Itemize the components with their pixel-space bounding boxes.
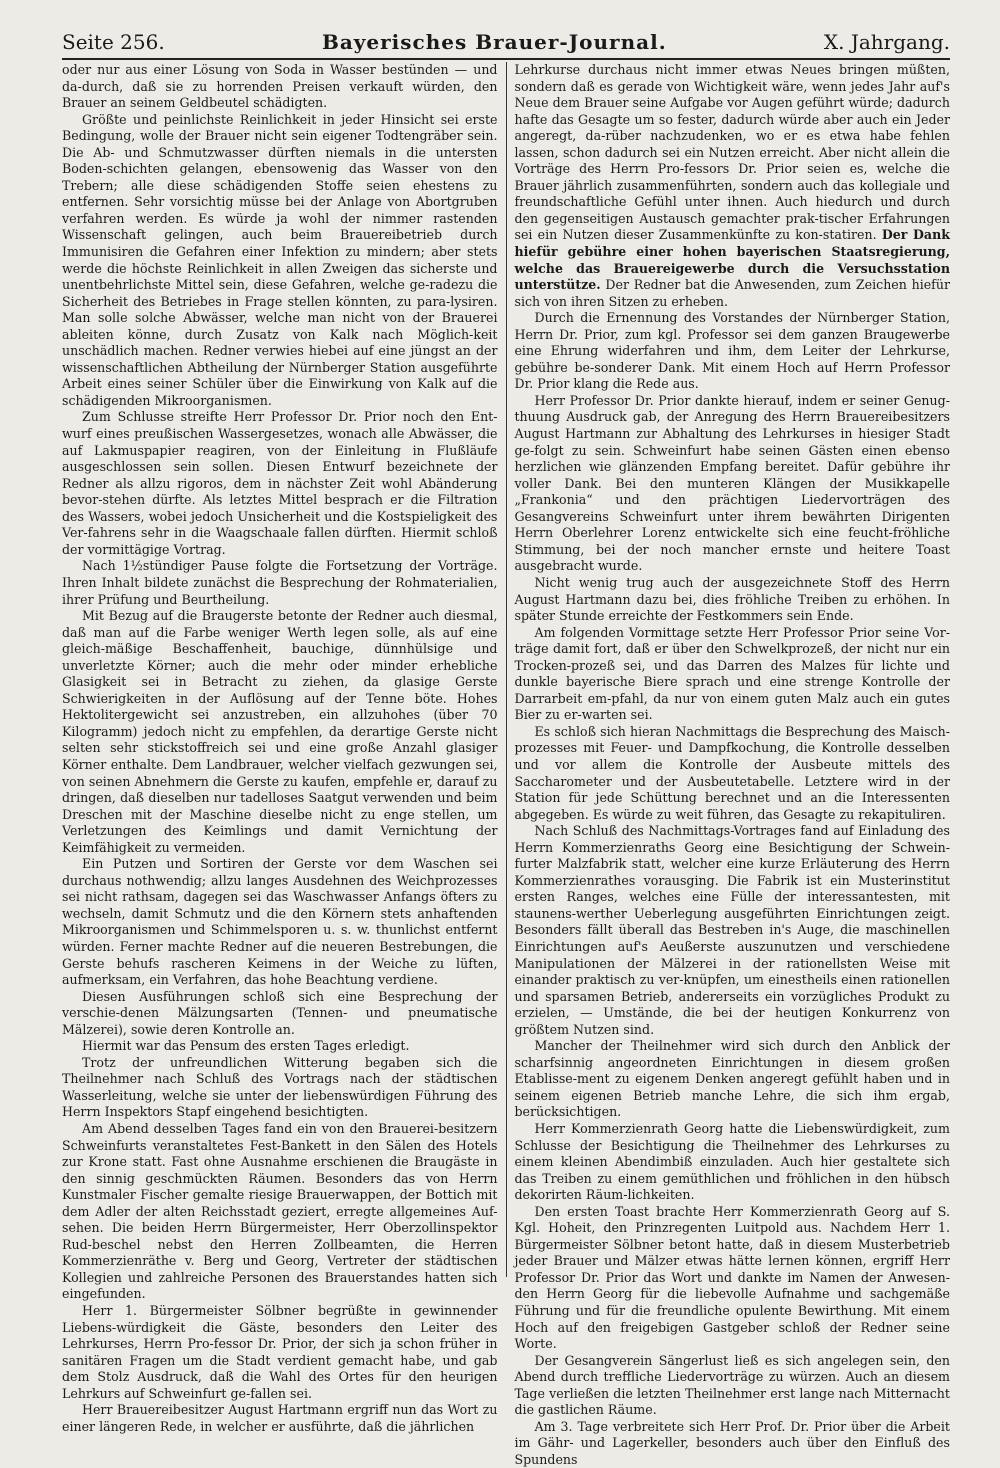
- paragraph: Hiermit war das Pensum des ersten Tages erledigt.: [82, 1038, 410, 1054]
- paragraph-text: Der Redner bat die Anwesenden, zum Zeichen hiefür sich von ihren Sitzen zu erheben.: [514, 277, 950, 309]
- paragraph: Durch die Ernennung des Vorstandes der Nürnberger Station, Herrn Dr. Prior, zum kgl. Professor sei dem ganzen Braugewerbe eine Ehrung widerfahren und ihm, dem Leiter der Lehrkurse, gebühre be-sonderer Dank. Mit einem Hoch auf Herrn Professor Dr. Prior klang die Rede aus.: [514, 310, 950, 392]
- paragraph: Zum Schlusse streifte Herr Professor Dr. Prior noch den Ent-wurf eines preußischen Wassergesetzes, wonach alle Abwässer, die auf Lakmuspapier reagiren, von der Einleitung in Flußläufe ausgeschlossen sein sollen. Diesen Entwurf bezeichnete der Redner als allzu rigoros, dem in nächster Zeit wohl Abänderung bevor-stehen dürfte. Als letztes Mittel besprach er die Filtration des Wassers, wobei jedoch Unsicherheit und die Kostspieligkeit des Ver-fahrens sehr in die Waagschaale fallen dürften. Hiermit schloß der vormittägige Vortrag.: [62, 409, 498, 557]
- paragraph: Nach 1½stündiger Pause folgte die Fortsetzung der Vorträge. Ihren Inhalt bildete zunächst die Besprechung der Rohmaterialien, ihrer Prüfung und Beurtheilung.: [62, 558, 498, 607]
- article-columns: [62, 62, 950, 1467]
- paragraph: Es schloß sich hieran Nachmittags die Besprechung des Maisch-prozesses mit Feuer- und Dampfkochung, die Kontrolle desselben und vor allem die Kontrolle der Ausbeute mittels des Saccharometer und der Ausbeutetabelle. Letztere wird in der Station für jede Schüttung berechnet und an die Interessenten abgegeben. Es würde zu weit führen, das Gesagte zu rekapituliren.: [514, 723, 950, 822]
- emphasized-text: Der Dank hiefür gebühre einer hohen bayerischen Staatsregierung, welche das Brauereigewerbe durch die Versuchsstation unterstütze.: [514, 227, 950, 293]
- paragraph: Diesen Ausführungen schloß sich eine Besprechung der verschie-denen Mälzungsarten (Tennen- und pneumatische Mälzerei), sowie deren Kontrolle an.: [62, 988, 498, 1037]
- paragraph: Am 3. Tage verbreitete sich Herr Prof. Dr. Prior über die Arbeit im Gähr- und Lagerkeller, besonders auch über den Einfluß des Spundens: [514, 1418, 950, 1467]
- left-column: [62, 62, 498, 1434]
- paragraph: Nach Schluß des Nachmittags-Vortrages fand auf Einladung des Herrn Kommerzienraths Georg eine Besichtigung der Schwein-furter Malzfabrik statt, welcher eine kurze Erläuterung des Herrn Kommerzienrathes vorausging. Die Fabrik ist ein Musterinstitut ersten Ranges, welches eine Fülle der interessantesten, mit staunens-werther Ueberlegung ausgeführten Einrichtungen zeigt. Besonders fällt überall das Bestreben in's Auge, die maschinellen Einrichtungen auf's Aeußerste auszunutzen und verschiedene Manipulationen der Mälzerei in der rationellsten Weise mit einander praktisch zu ver-knüpfen, um einestheils einen rationellen und sparsamen Betrieb, andererseits ein vorzügliches Produkt zu erzielen, — Umstände, die bei der heutigen Konkurrenz von größtem Nutzen sind.: [514, 823, 950, 1037]
- paragraph: Der Gesangverein Sängerlust ließ es sich angelegen sein, den Abend durch treffliche Liedervorträge zu würzen. Auch an diesem Tage verließen die letzten Theilnehmer erst lange nach Mitternacht die gastlichen Räume.: [514, 1352, 950, 1418]
- paragraph: Größte und peinlichste Reinlichkeit in jeder Hinsicht sei erste Bedingung, wolle der Brauer nicht sein eigener Todtengräber sein. Die Ab- und Schmutzwasser dürften niemals in die untersten Boden-schichten gelangen, ebensowenig das Wasser von den Trebern; alle diese schädigenden Stoffe seien ehestens zu entfernen. Sehr vorsichtig müsse bei der Anlage von Abortgruben verfahren werden. Es würde ja wohl der nimmer rastenden Wissenschaft gelingen, auch beim Brauereibetrieb durch Immunisiren die Gefahren einer Infektion zu mindern; aber stets werde die höchste Reinlichkeit in allen Zweigen das sicherste und unentbehrlichste Mittel sein, diese Gefahren, welche ge-radezu die Sicherheit des Betriebes in Frage stellen könnten, zu para-lysiren. Man solle solche Abwässer, welche man nicht von der Brauerei ableiten könne, durch Zusatz von Kalk nach Möglich-keit unschädlich machen. Redner verwies hiebei auf eine jüngst an der wissenschaftlichen Abtheilung der Nürnberger Station ausgeführte Arbeit eines seiner Schüler über die Einwirkung von Kalk auf die schädigenden Mikroorganismen.: [62, 111, 498, 408]
- paragraph: [514, 62, 950, 310]
- journal-title: Bayerisches Brauer-Journal.: [321, 30, 667, 54]
- paragraph: Am folgenden Vormittage setzte Herr Professor Prior seine Vor-träge damit fort, daß er über den Schwelkprozeß, der nicht nur ein Trocken-prozeß sei, und das Darren des Malzes für lichte und dunkle bayerische Biere sprach und eine strenge Kontrolle der Darrarbeit em-pfahl, da nur von einem guten Malz auch ein gutes Bier zu er-warten sei.: [514, 624, 950, 723]
- paragraph: Am Abend desselben Tages fand ein von den Brauerei-besitzern Schweinfurts veranstaltetes Fest-Bankett in den Sälen des Hotels zur Krone statt. Fast ohne Ausnahme erschienen die Braugäste in den sinnig geschmückten Räumen. Besonders das von Herrn Kunstmaler Fischer gemalte riesige Brauerwappen, der Bottich mit dem Adler der alten Reichsstadt geziert, erregte allgemeines Auf-sehen. Die beiden Herrn Bürgermeister, Herr Oberzollinspektor Rud-beschel nebst den Herren Zollbeamten, die Herren Kommerzienräthe v. Berg und Georg, Vertreter der städtischen Kollegien und zahlreiche Personen des Brauerstandes hatten sich eingefunden.: [62, 1121, 498, 1302]
- paragraph: Ein Putzen und Sortiren der Gerste vor dem Waschen sei durchaus nothwendig; allzu langes Ausdehnen des Weichprozesses sei nicht rathsam, dagegen sei das Waschwasser Anfangs öfters zu wechseln, damit Schmutz und die den Körnern stets anhaftenden Mikroorganismen und Schimmelsporen u. s. w. thunlichst entfernt würden. Ferner machte Redner auf die neueren Bestrebungen, die Gerste behufs rascheren Keimens in der Weiche zu lüften, aufmerksam, ein Verfahren, das hohe Beachtung verdiene.: [62, 856, 498, 988]
- paragraph: oder nur aus einer Lösung von Soda in Wasser bestünden — und da-durch, daß sie zu horrenden Preisen verkauft würden, den Brauer an seinem Geldbeutel schädigten.: [62, 62, 498, 111]
- paragraph: Mit Bezug auf die Braugerste betonte der Redner auch diesmal, daß man auf die Farbe weniger Werth legen solle, als auf eine gleich-mäßige Beschaffenheit, bauchige, dünnhülsige und unverletzte Körner; auch die mehr oder minder erhebliche Glasigkeit sei in Betracht zu ziehen, da glasige Gerste Schwierigkeiten in der Auflösung auf der Tenne böte. Hohes Hektolitergewicht sei anzustreben, ein allzuhohes (über 70 Kilogramm) jedoch nicht zu empfehlen, da derartige Gerste nicht selten sehr stickstoffreich sei und eine große Anzahl glasiger Körner enthalte. Dem Landbrauer, welcher vielfach gezwungen sei, von seinen Abnehmern die Gerste zu kaufen, empfehle er, darauf zu dringen, daß dieselben nur tadelloses Saatgut verwenden und beim Dreschen mit der Maschine dieselbe nicht zu enge stellen, um Verletzungen des Keimlings und damit Vernichtung der Keimfähigkeit zu vermeiden.: [62, 608, 498, 855]
- right-column: [514, 62, 950, 1467]
- paragraph: Den ersten Toast brachte Herr Kommerzienrath Georg auf S. Kgl. Hoheit, den Prinzregenten Luitpold aus. Nachdem Herr 1. Bürgermeister Sölbner betont hatte, daß in diesem Musterbetrieb jeder Brauer und Mälzer etwas hätte lernen können, ergriff Herr Professor Dr. Prior das Wort und dankte im Namen der Anwesen-den Herrn Georg für die liebevolle Aufnahme und sachgemäße Führung und für die freundliche opulente Bewirthung. Mit einem Hoch auf den freigebigen Gastgeber schloß der Redner seine Worte.: [514, 1203, 950, 1352]
- paragraph: Trotz der unfreundlichen Witterung begaben sich die Theilnehmer nach Schluß des Vortrags nach der städtischen Wasserleitung, welche sie unter der liebenswürdigen Führung des Herrn Inspektors Stapf eingehend besichtigten.: [62, 1054, 498, 1120]
- paragraph: Herr 1. Bürgermeister Sölbner begrüßte in gewinnender Liebens-würdigkeit die Gäste, besonders den Leiter des Lehrkurses, Herrn Pro-fessor Dr. Prior, der sich ja schon früher in sanitären Fragen um die Stadt verdient gemacht habe, und gab dem Stolz Ausdruck, daß die Wahl des Ortes für den heurigen Lehrkurs auf Schweinfurt ge-fallen sei.: [62, 1303, 498, 1401]
- paragraph: Herr Brauereibesitzer August Hartmann ergriff nun das Wort zu einer längeren Rede, in welcher er ausführte, daß die jährlichen: [62, 1402, 498, 1434]
- paragraph: Herr Professor Dr. Prior dankte hierauf, indem er seiner Genug-thuung Ausdruck gab, der Anregung des Herrn Brauereibesitzers August Hartmann zur Abhaltung des Lehrkurses in hiesiger Stadt ge-folgt zu sein. Schweinfurt habe seinen Gästen einen ebenso herzlichen wie glänzenden Empfang bereitet. Dafür gebühre ihr voller Dank. Bei den munteren Klängen der Musikkapelle „Frankonia“ und den prächtigen Liedervorträgen des Gesangvereins Schweinfurt unter ihrem bewährten Dirigenten Herrn Oberlehrer Lorenz entwickelte sich eine feucht-fröhliche Stimmung, bei der noch mancher ernste und heitere Toast ausgebracht wurde.: [514, 392, 950, 574]
- paragraph: Herr Kommerzienrath Georg hatte die Liebenswürdigkeit, zum Schlusse der Besichtigung die Theilnehmer des Lehrkurses zu einem kleinen Abendimbiß einzuladen. Auch hier gestaltete sich das Treiben zu einem gemüthlichen und fröhlichen in den hübsch dekorirten Räum-lichkeiten.: [514, 1121, 950, 1203]
- paragraph-text: Lehrkurse durchaus nicht immer etwas Neues bringen müßten, sondern daß es gerade von Wichtigkeit wäre, wenn jedes Jahr auf's Neue dem Brauer seine Aufgabe vor Augen geführt würde; dadurch hafte das Gesagte um so fester, dadurch würde aber auch ein Jeder angeregt, da-rüber nachzudenken, wo er es etwa habe fehlen lassen, schon dadurch sei ein Nutzen erreicht. Aber nicht allein die Vorträge des Herrn Pro-fessors Dr. Prior seien es, welche die Brauer jährlich zusammenführten, sondern auch das kollegiale und freundschaftliche Gefühl unter ihnen. Auch hiedurch und durch den gegenseitigen Austausch gemachter prak-tischer Erfahrungen sei ein Nutzen dieser Zusammenkünfte zu kon-statiren.: [514, 62, 950, 243]
- paragraph: Nicht wenig trug auch der ausgezeichnete Stoff des Herrn August Hartmann dazu bei, dies fröhliche Treiben zu erhöhen. In später Stunde erreichte der Festkommers sein Ende.: [514, 574, 950, 624]
- paragraph: Mancher der Theilnehmer wird sich durch den Anblick der scharfsinnig angeordneten Einrichtungen in diesem großen Etablisse-ment zu eigenem Denken angeregt gefühlt haben und in seinem eigenen Betrieb manche Lehre, die sich ihm ergab, berücksichtigen.: [514, 1038, 950, 1120]
- page-header: [62, 30, 950, 60]
- column-divider: [506, 62, 507, 1277]
- volume-label: X. Jahrgang.: [823, 30, 950, 54]
- page-number: Seite 256.: [62, 30, 165, 54]
